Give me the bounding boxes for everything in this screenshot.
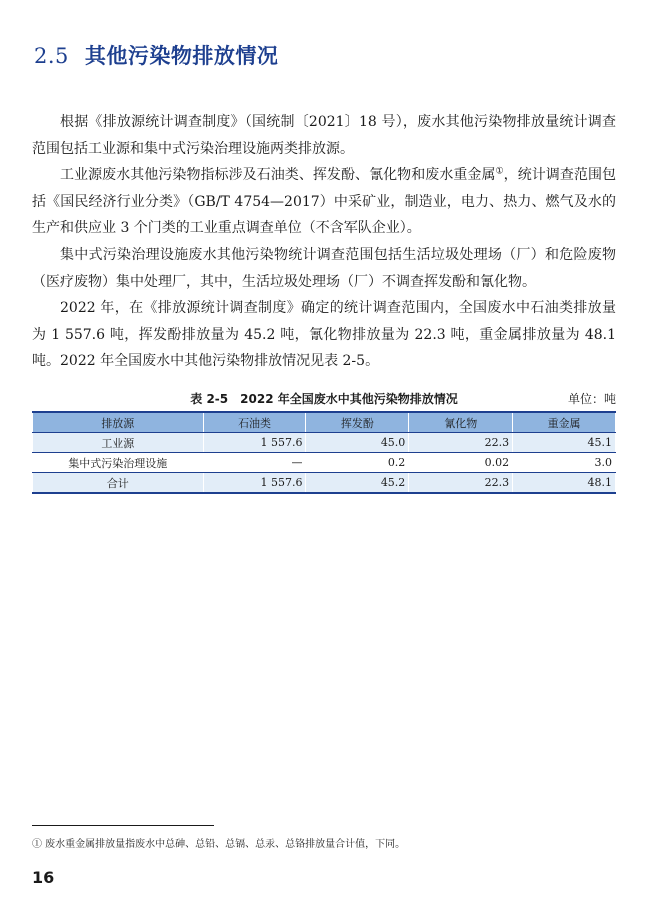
footnote: ① 废水重金属排放量指废水中总砷、总铅、总镉、总汞、总铬排放量合计值，下同。 [32, 839, 406, 850]
emissions-table [32, 411, 616, 494]
table-unit: 单位：吨 [567, 392, 616, 406]
table-cell: 45.2 [306, 473, 409, 494]
section-heading [34, 40, 278, 70]
paragraph: 2022 年，在《排放源统计调查制度》确定的统计调查范围内，全国废水中石油类排放量为 1 557.6 吨，挥发酚排放量为 45.2 吨，氰化物排放量为 22.3 吨，重金属排放量为 48.1 吨。2022 年全国废水中其他污染物排放情况见表 2-5。 [32, 300, 616, 370]
table-cell: 48.1 [513, 473, 616, 494]
table-cell: 0.02 [409, 453, 513, 473]
paragraph: 根据《排放源统计调查制度》（国统制〔2021〕18 号），废水其他污染物排放量统计调查范围包括工业源和集中式污染治理设施两类排放源。 [32, 114, 616, 157]
page-number: 16 [32, 868, 55, 887]
table-caption: 表 2-5 2022 年全国废水中其他污染物排放情况 [190, 392, 458, 406]
table-cell: 1 557.6 [203, 473, 306, 494]
body-text [32, 109, 616, 375]
table-cell: 工业源 [33, 433, 204, 453]
table-cell: 0.2 [306, 453, 409, 473]
paragraph-part: ，统计调查范围包括《国民经济行业分类》（GB/T 4754—2017）中采矿业，制造业，电力、热力、燃气及水的生产和供应业 3 个门类的工业重点调查单位（不含军队企业）。 [32, 167, 617, 237]
column-header: 挥发酚 [306, 412, 409, 433]
table-row [33, 453, 616, 473]
table-cell: 3.0 [513, 453, 616, 473]
table-cell: — [203, 453, 306, 473]
paragraph: 集中式污染治理设施废水其他污染物统计调查范围包括生活垃圾处理场（厂）和危险废物（医疗废物）集中处理厂，其中，生活垃圾处理场（厂）不调查挥发酚和氰化物。 [32, 246, 616, 290]
table-cell: 45.0 [306, 433, 409, 453]
section-title: 其他污染物排放情况 [84, 44, 279, 68]
column-header: 石油类 [203, 412, 306, 433]
table-cell: 22.3 [409, 473, 513, 494]
table-cell: 45.1 [513, 433, 616, 453]
column-header: 氰化物 [409, 412, 513, 433]
table-header-row [33, 412, 616, 433]
table-cell: 22.3 [409, 433, 513, 453]
table-cell: 合计 [33, 473, 204, 494]
column-header: 重金属 [513, 412, 616, 433]
table-row [33, 473, 616, 494]
footnote-divider [32, 825, 214, 826]
paragraph-part: 工业源废水其他污染物指标涉及石油类、挥发酚、氰化物和废水重金属 [60, 167, 496, 184]
table-row [33, 433, 616, 453]
table-cell: 集中式污染治理设施 [33, 453, 204, 473]
section-number: 2.5 [34, 44, 69, 68]
footnote-reference: ① [495, 166, 504, 177]
paragraph [32, 162, 616, 242]
column-header: 排放源 [33, 412, 204, 433]
table-cell: 1 557.6 [203, 433, 306, 453]
